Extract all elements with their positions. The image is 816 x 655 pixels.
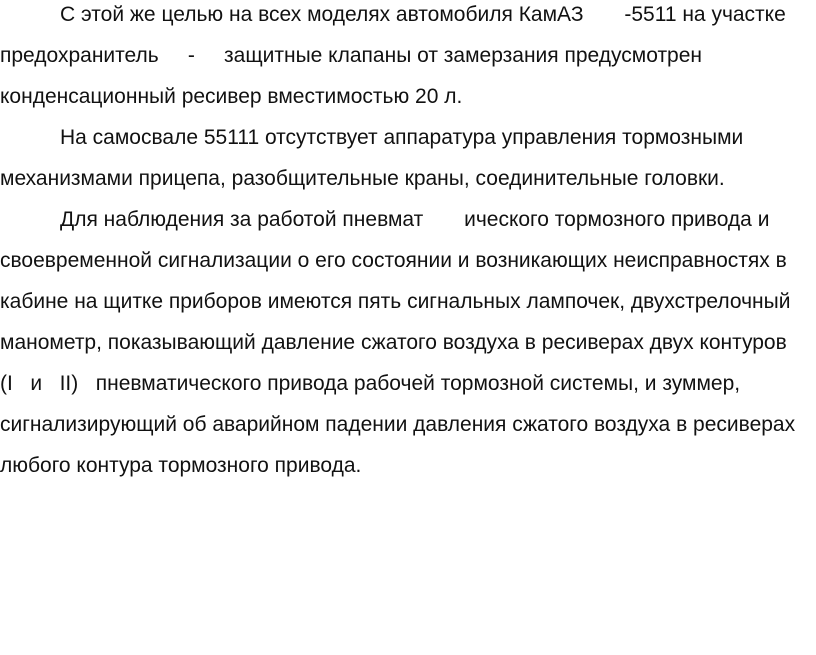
text-line: своевременной сигнализации о его состоянии и возникающих неисправностях в [0,249,787,272]
text-line: механизмами прицепа, разобщительные краны, соединительные головки. [0,167,725,190]
text-line: (I и II) пневматического привода рабочей тормозной системы, и зуммер, [0,372,741,395]
text-line: Для наблюдения за работой пневмат ического тормозного привода и [60,208,770,231]
text-line: манометр, показывающий давление сжатого воздуха в ресиверах двух контуров [0,331,787,354]
text-line: сигнализирующий об аварийном падении давления сжатого воздуха в ресиверах [0,413,796,436]
text-line: предохранитель - защитные клапаны от замерзания предусмотрен [0,44,703,67]
text-line: конденсационный ресивер вместимостью 20 л. [0,85,463,108]
text-line: На самосвале 55111 отсутствует аппаратура управления тормозными [60,126,744,149]
text-line: любого контура тормозного привода. [0,454,362,477]
text-line: кабине на щитке приборов имеются пять сигнальных лампочек, двухстрелочный [0,290,791,313]
text-line: С этой же целью на всех моделях автомобиля КамАЗ -5511 на участке [60,3,786,26]
